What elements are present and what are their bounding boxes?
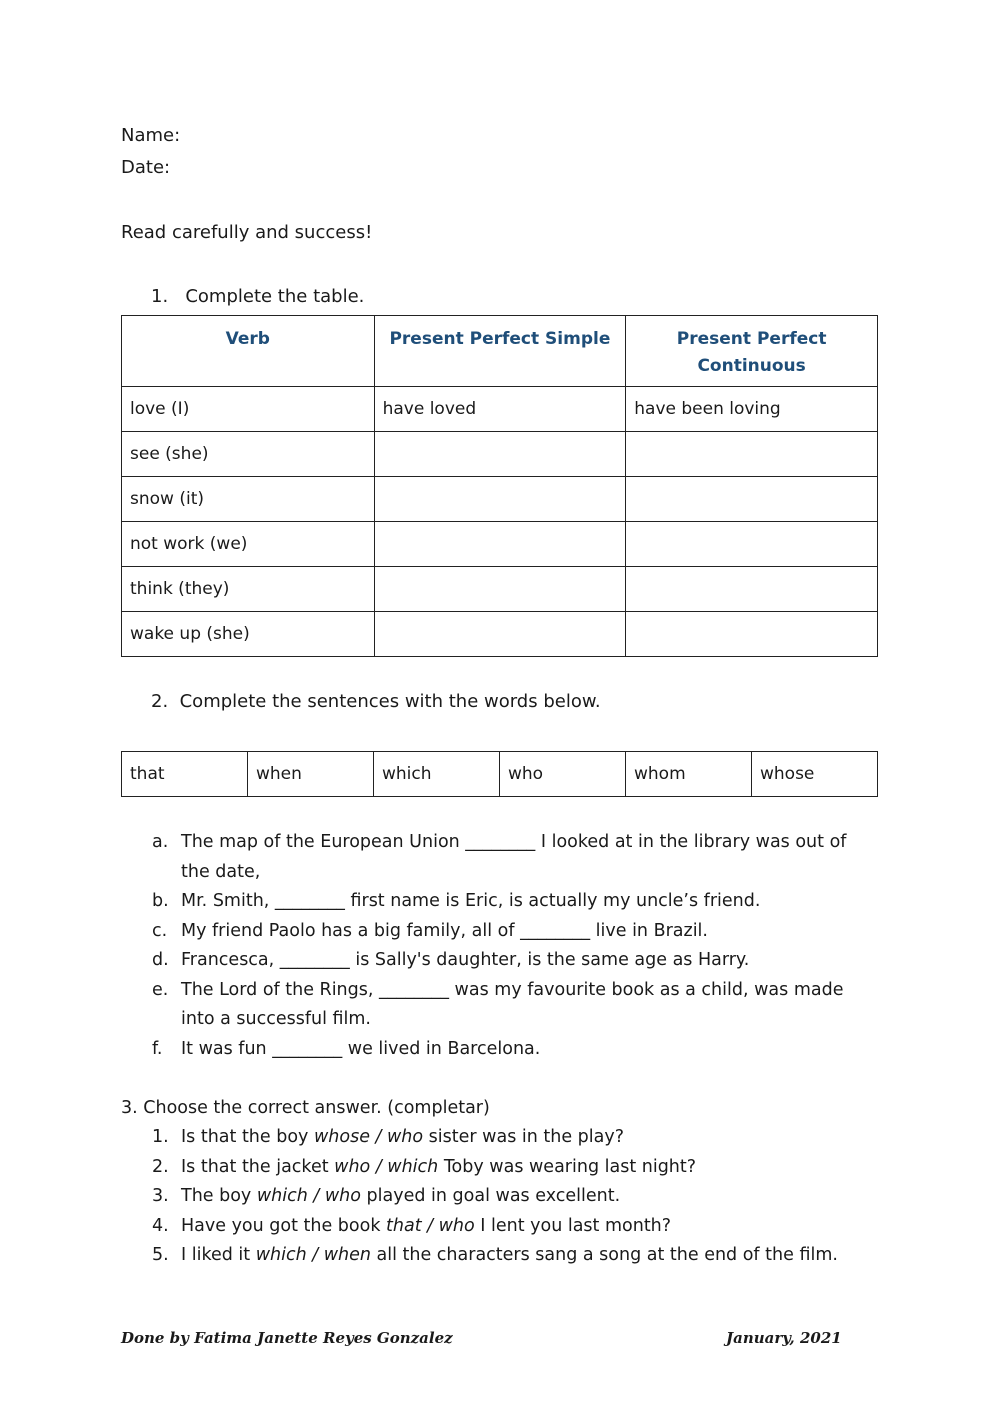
conjugation-table xyxy=(121,315,878,657)
question-text: Toby was wearing last night? xyxy=(438,1156,697,1177)
answer-options[interactable]: who / which xyxy=(334,1156,439,1177)
answer-options[interactable]: which / who xyxy=(256,1186,361,1206)
section3-title: 3. Choose the correct answer. (completar) xyxy=(121,1098,490,1118)
continuous-cell[interactable] xyxy=(626,432,878,477)
header-verb: Verb xyxy=(122,316,375,387)
sentence-text-cont: into a successful film. xyxy=(181,1009,371,1029)
word-bank-table xyxy=(121,751,878,797)
item-marker: e. xyxy=(152,979,169,1000)
sentence-text-cont: the date, xyxy=(181,861,261,882)
header-line-2: Continuous xyxy=(697,356,806,376)
continuous-cell[interactable]: have been loving xyxy=(626,387,878,432)
simple-cell[interactable]: have loved xyxy=(374,387,626,432)
sentence-text: Francesca, ________ is Sally's daughter, is the same age as Harry. xyxy=(181,950,750,970)
section1-title: 1. Complete the table. xyxy=(151,286,365,307)
simple-cell[interactable] xyxy=(374,612,626,657)
question-text: sister was in the play? xyxy=(423,1127,625,1147)
table-header-row xyxy=(122,316,878,387)
item-marker: 3. xyxy=(152,1186,169,1206)
answer-options[interactable]: which / when xyxy=(255,1245,371,1265)
table-row xyxy=(122,567,878,612)
footer-author: Done by Fatima Janette Reyes Gonzalez xyxy=(121,1329,453,1347)
sentence-text: It was fun ________ we lived in Barcelona. xyxy=(181,1038,541,1059)
table-row xyxy=(122,432,878,477)
question-text: played in goal was excellent. xyxy=(360,1186,621,1206)
question-text: Have you got the book xyxy=(181,1215,387,1236)
verb-cell: love (I) xyxy=(122,387,375,432)
list-item xyxy=(152,946,846,976)
answer-options[interactable]: whose / who xyxy=(313,1127,424,1147)
verb-cell: wake up (she) xyxy=(122,612,375,657)
list-item xyxy=(152,1035,846,1065)
item-marker: 2. xyxy=(152,1156,169,1177)
question-text: I liked it xyxy=(181,1245,256,1265)
date-label: Date: xyxy=(121,157,171,178)
question-text: all the characters sang a song at the end of the film. xyxy=(370,1245,838,1265)
list-item xyxy=(152,1241,838,1271)
list-item xyxy=(152,887,846,917)
continuous-cell[interactable] xyxy=(626,477,878,522)
question-text: Is that the boy xyxy=(181,1127,314,1147)
footer-date: January, 2021 xyxy=(726,1329,842,1347)
simple-cell[interactable] xyxy=(374,567,626,612)
word-bank-item: who xyxy=(500,752,626,797)
word-bank-row xyxy=(122,752,878,797)
item-marker: c. xyxy=(152,920,168,941)
item-marker: a. xyxy=(152,832,169,852)
verb-cell: see (she) xyxy=(122,432,375,477)
instruction-text: Read carefully and success! xyxy=(121,222,373,243)
continuous-cell[interactable] xyxy=(626,522,878,567)
question-text: The boy xyxy=(181,1186,257,1206)
table-row xyxy=(122,522,878,567)
list-item xyxy=(152,828,846,887)
header-present-perfect-continuous xyxy=(626,316,878,387)
header-present-perfect-simple: Present Perfect Simple xyxy=(374,316,626,387)
word-bank-item: that xyxy=(122,752,248,797)
list-item xyxy=(152,976,846,1035)
verb-cell: think (they) xyxy=(122,567,375,612)
sentence-text: The Lord of the Rings, ________ was my favourite book as a child, was made xyxy=(181,979,844,1000)
verb-cell: snow (it) xyxy=(122,477,375,522)
name-label: Name: xyxy=(121,125,181,146)
item-marker: f. xyxy=(152,1038,163,1059)
question-text: Is that the jacket xyxy=(181,1156,335,1177)
simple-cell[interactable] xyxy=(374,432,626,477)
item-marker: b. xyxy=(152,891,169,911)
verb-cell: not work (we) xyxy=(122,522,375,567)
word-bank-item: whose xyxy=(752,752,878,797)
item-marker: 1. xyxy=(152,1127,169,1147)
word-bank-item: whom xyxy=(626,752,752,797)
list-item xyxy=(152,1182,838,1212)
table-row xyxy=(122,477,878,522)
sentence-list xyxy=(152,828,846,1064)
continuous-cell[interactable] xyxy=(626,567,878,612)
continuous-cell[interactable] xyxy=(626,612,878,657)
list-item xyxy=(152,1212,838,1242)
list-item xyxy=(152,1153,838,1183)
item-marker: 5. xyxy=(152,1245,169,1265)
item-marker: 4. xyxy=(152,1215,169,1236)
list-item xyxy=(152,1123,838,1153)
choice-list xyxy=(152,1123,838,1271)
question-text: I lent you last month? xyxy=(474,1215,672,1236)
word-bank-item: which xyxy=(374,752,500,797)
simple-cell[interactable] xyxy=(374,522,626,567)
section2-title: 2. Complete the sentences with the words below. xyxy=(151,691,601,712)
answer-options[interactable]: that / who xyxy=(386,1215,475,1236)
list-item xyxy=(152,917,846,947)
item-marker: d. xyxy=(152,950,169,970)
sentence-text: The map of the European Union ________ I looked at in the library was out of xyxy=(181,832,847,852)
simple-cell[interactable] xyxy=(374,477,626,522)
word-bank-item: when xyxy=(248,752,374,797)
table-row xyxy=(122,612,878,657)
table-row xyxy=(122,387,878,432)
header-line-1: Present Perfect xyxy=(676,329,827,349)
sentence-text: My friend Paolo has a big family, all of ________ live in Brazil. xyxy=(181,920,708,941)
sentence-text: Mr. Smith, ________ first name is Eric, is actually my uncle’s friend. xyxy=(181,891,761,911)
